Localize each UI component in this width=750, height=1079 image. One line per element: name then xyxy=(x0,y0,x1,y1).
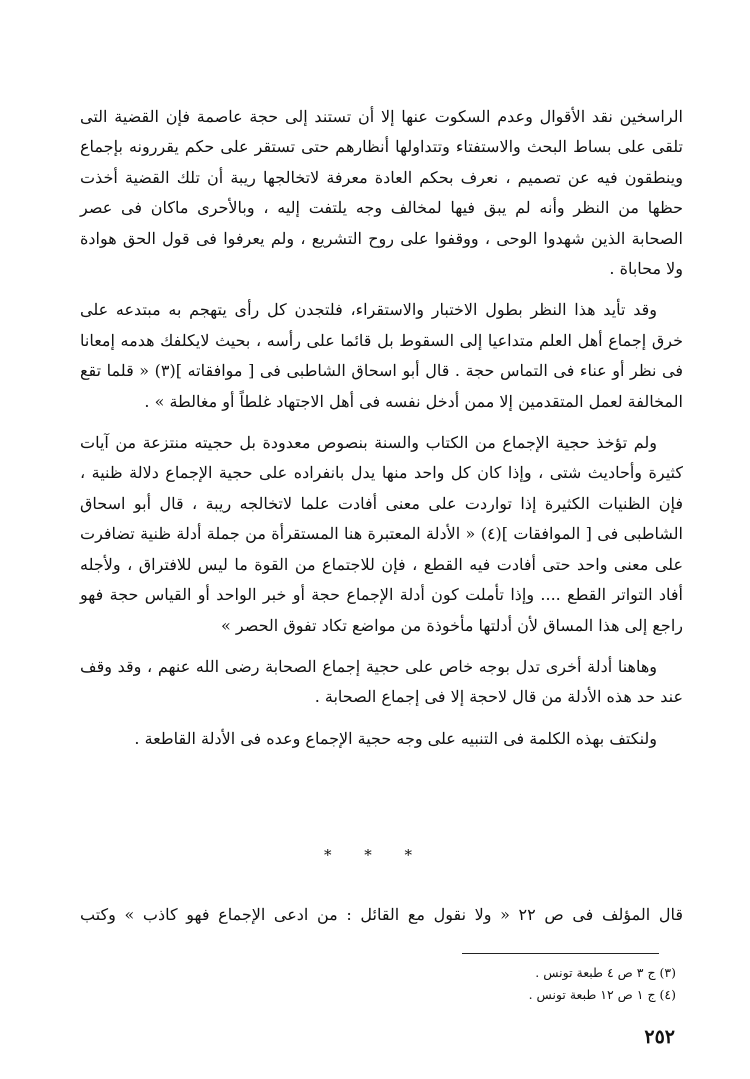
closing-line: قال المؤلف فى ص ٢٢ « ولا نقول مع القائل : من ادعى الإجماع فهو كاذب » وكتب xyxy=(80,905,683,924)
section-separator: * * * xyxy=(323,846,427,864)
paragraph-2: وقد تأيد هذا النظر بطول الاختبار والاستقراء، فلتجدن كل رأى يتهجم به مبتدعه على خرق إجماع أهل العلم متداعيا إلى السقوط بل قائما على رأسه ، بحيث لايكلفك هدمه إمعانا فى نظر أو عناء فى التماس حجة . قال أبو اسحاق الشاطبى فى [ موافقاته ](٣) « قلما تقع المخالفة لعمل المتقدمين إلا ممن أدخل نفسه فى أهل الاجتهاد غلطاً أو مغالطة » . xyxy=(80,300,683,411)
paragraph-3: ولم تؤخذ حجية الإجماع من الكتاب والسنة بنصوص معدودة بل حجيته منتزعة من آيات كثيرة وأحاديث شتى ، وإذا كان كل واحد منها يدل بانفراده على حجية الإجماع دلالة ظنية ، فإن الظنيات الكثيرة إذا تواردت على معنى أفادت علما لاتخالجه ريبة ، قال أبو اسحاق الشاطبى فى [ الموافقات ](٤) « الأدلة المعتبرة هنا المستقرأة من جملة أدلة ظنية تضافرت على معنى واحد حتى أفادت فيه القطع ، فإن للاجتماع من القوة ما ليس للافتراق ، ولأجله أفاد التواتر القطع .... وإذا تأملت كون أدلة الإجماع حجة أو خبر الواحد أو القياس حجة فهو راجع إلى هذا المساق لأن أدلتها مأخوذة من مواضع تكاد تفوق الحصر » xyxy=(80,433,683,635)
footnote-rule xyxy=(462,953,659,954)
footnote-3: (٣) ج ٣ ص ٤ طبعة تونس . xyxy=(535,965,676,980)
page-number: ٢٥٢ xyxy=(644,1026,675,1048)
footnote-4: (٤) ج ١ ص ١٢ طبعة تونس . xyxy=(528,987,676,1002)
footnotes xyxy=(300,962,676,1006)
paragraph-5: ولنكتف بهذه الكلمة فى التنبيه على وجه حجية الإجماع وعده فى الأدلة القاطعة . xyxy=(134,728,657,748)
paragraph-1: الراسخين نقد الأقوال وعدم السكوت عنها إلا أن تستند إلى حجة عاصمة فإن القضية التى تلقى على بساط البحث والاستفتاء وتتداولها أنظارهم حتى تستقر على حكم يقررونه بإجماع وينطقون فيه عن تصميم ، نعرف بحكم العادة معرفة لاتخالجها ريبة أن تلك القضية أخذت حظها من النظر وأنه لم يبق فيها لمخالف وجه يلتفت إليه ، وبالأحرى ماكان فى عصر الصحابة الذين شهدوا الوحى ، ووقفوا على روح التشريع ، ولم يعرفوا فى قول الحق هوادة ولا محاباة . xyxy=(80,107,683,279)
body-text xyxy=(80,102,683,765)
paragraph-4: وهاهنا أدلة أخرى تدل بوجه خاص على حجية إجماع الصحابة رضى الله عنهم ، وقد وقف عند حد هذه الأدلة من قال لاحجة إلا فى إجماع الصحابة . xyxy=(80,656,683,707)
